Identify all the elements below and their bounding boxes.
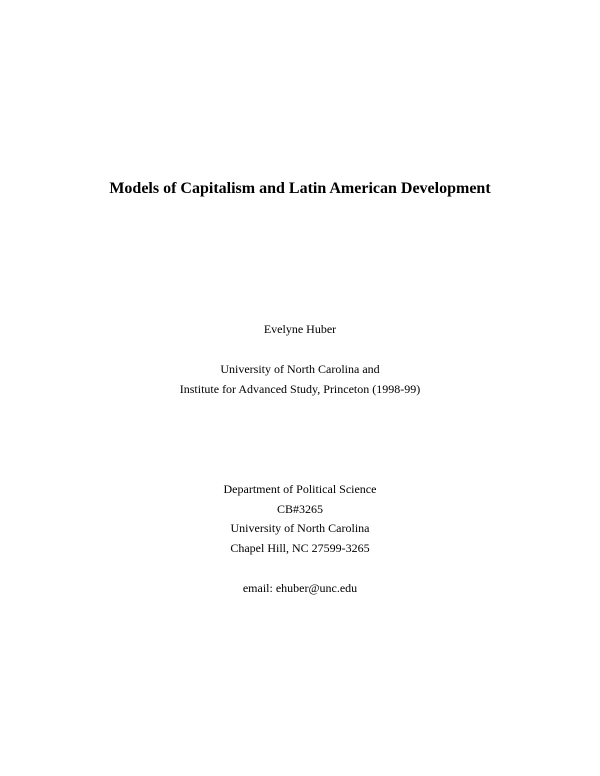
affiliation-line-1: University of North Carolina and xyxy=(220,362,380,376)
author-name: Evelyne Huber xyxy=(263,322,337,336)
contact-email: email: ehuber@unc.edu xyxy=(242,581,358,595)
address-box: CB#3265 xyxy=(276,502,323,516)
address-department: Department of Political Science xyxy=(223,482,377,496)
affiliation-line-2: Institute for Advanced Study, Princeton (1998-99) xyxy=(179,382,421,396)
paper-title: Models of Capitalism and Latin American Development xyxy=(109,180,491,197)
address-city: Chapel Hill, NC 27599-3265 xyxy=(230,541,370,555)
address-university: University of North Carolina xyxy=(230,521,370,535)
